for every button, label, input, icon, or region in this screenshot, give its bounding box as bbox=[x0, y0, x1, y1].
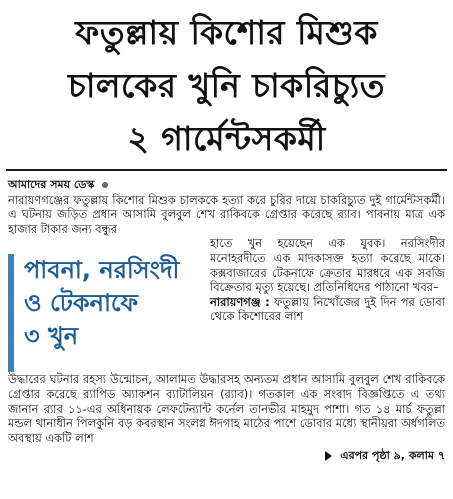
article-body bbox=[0, 171, 453, 464]
main-paragraph: উদ্ধারের ঘটনার রহস্য উন্মোচন, আলামত উদ্ধারসহ অন্যতম প্রধান আসামি বুলবুল শেখ রাকিবকে গ্রেপ্তার করেছে র‍্যাপিড অ্যাকশন ব্যাটালিয়ন (র‍্যাব)। গতকাল এক সংবাদ বিজ্ঞপ্তিতে এ তথ্য জানান র‍্যাব ১১-এর অধিনায়ক লেফটেন্যান্ট কর্নেল তানভীর মাহমুদ পাশা। গত ১৪ মার্চ ফতুল্লা মন্ডল থানাধীন পিলকুনি বড় কবরস্থান সংলগ্ন ঈদগাহ মাঠের পাশে ডোবার মধ্যে স্থানীয়রা অর্ধগলিত অবস্থায় একটি লাশ bbox=[8, 372, 445, 445]
sidehead-line-3: ৩ খুন bbox=[24, 322, 79, 351]
continue-text: এরপর পৃষ্ঠা ৯, কলাম ৭ bbox=[340, 449, 445, 463]
headline-line-2: চালকের খুনি চাকরিচ্যুত bbox=[68, 66, 385, 105]
sidehead-line-2: ও টেকনাফে bbox=[24, 289, 139, 318]
headline bbox=[0, 0, 453, 165]
bullet-icon bbox=[102, 182, 108, 188]
sidehead-wrap bbox=[8, 236, 445, 372]
sidehead-line-1: পাবনা, নরসিংদী bbox=[24, 256, 180, 285]
column-paragraph: হাতে খুন হয়েছেন এক যুবক। নরসিংদীর মনোহরদীতে এক মাদকাসক্ত হত্যা করেছে মাকে। কক্সবাজারের টেকনাফে ক্রেতার মারধরে এক সবজি বিক্রেতার মৃত্যু হয়েছে। প্রতিনিধিদের পাঠানো খবর– bbox=[210, 236, 445, 295]
column-text bbox=[210, 236, 445, 372]
intro-paragraph: নারায়ণগঞ্জের ফতুল্লায় কিশোর মিশুক চালককে হত্যা করে চুরির দায়ে চাকরিচ্যুত দুই গার্মেন্টসকর্মী। এ ঘটনায় জড়িত প্রধান আসামি বুলবুল শেখ রাকিবকে গ্রেপ্তার করেছে র‌্যাব। পাবনায় মাত্র এক হাজার টাকার জন্য বন্ধুর bbox=[8, 192, 445, 236]
dateline-text: ফতুল্লায় নিখোঁজের দুই দিন পর ডোবা থেকে কিশোরের লাশ bbox=[210, 294, 445, 324]
headline-line-3: ২ গার্মেন্টসকর্মী bbox=[127, 119, 326, 158]
headline-line-1: ফতুল্লায় কিশোর মিশুক bbox=[75, 13, 378, 52]
arrow-right-icon bbox=[325, 451, 332, 461]
dateline: নারায়ণগঞ্জ : bbox=[210, 294, 270, 309]
sidehead bbox=[8, 254, 202, 372]
byline: আমাদের সময় ডেস্ক bbox=[8, 178, 95, 191]
continue-note bbox=[8, 449, 445, 464]
